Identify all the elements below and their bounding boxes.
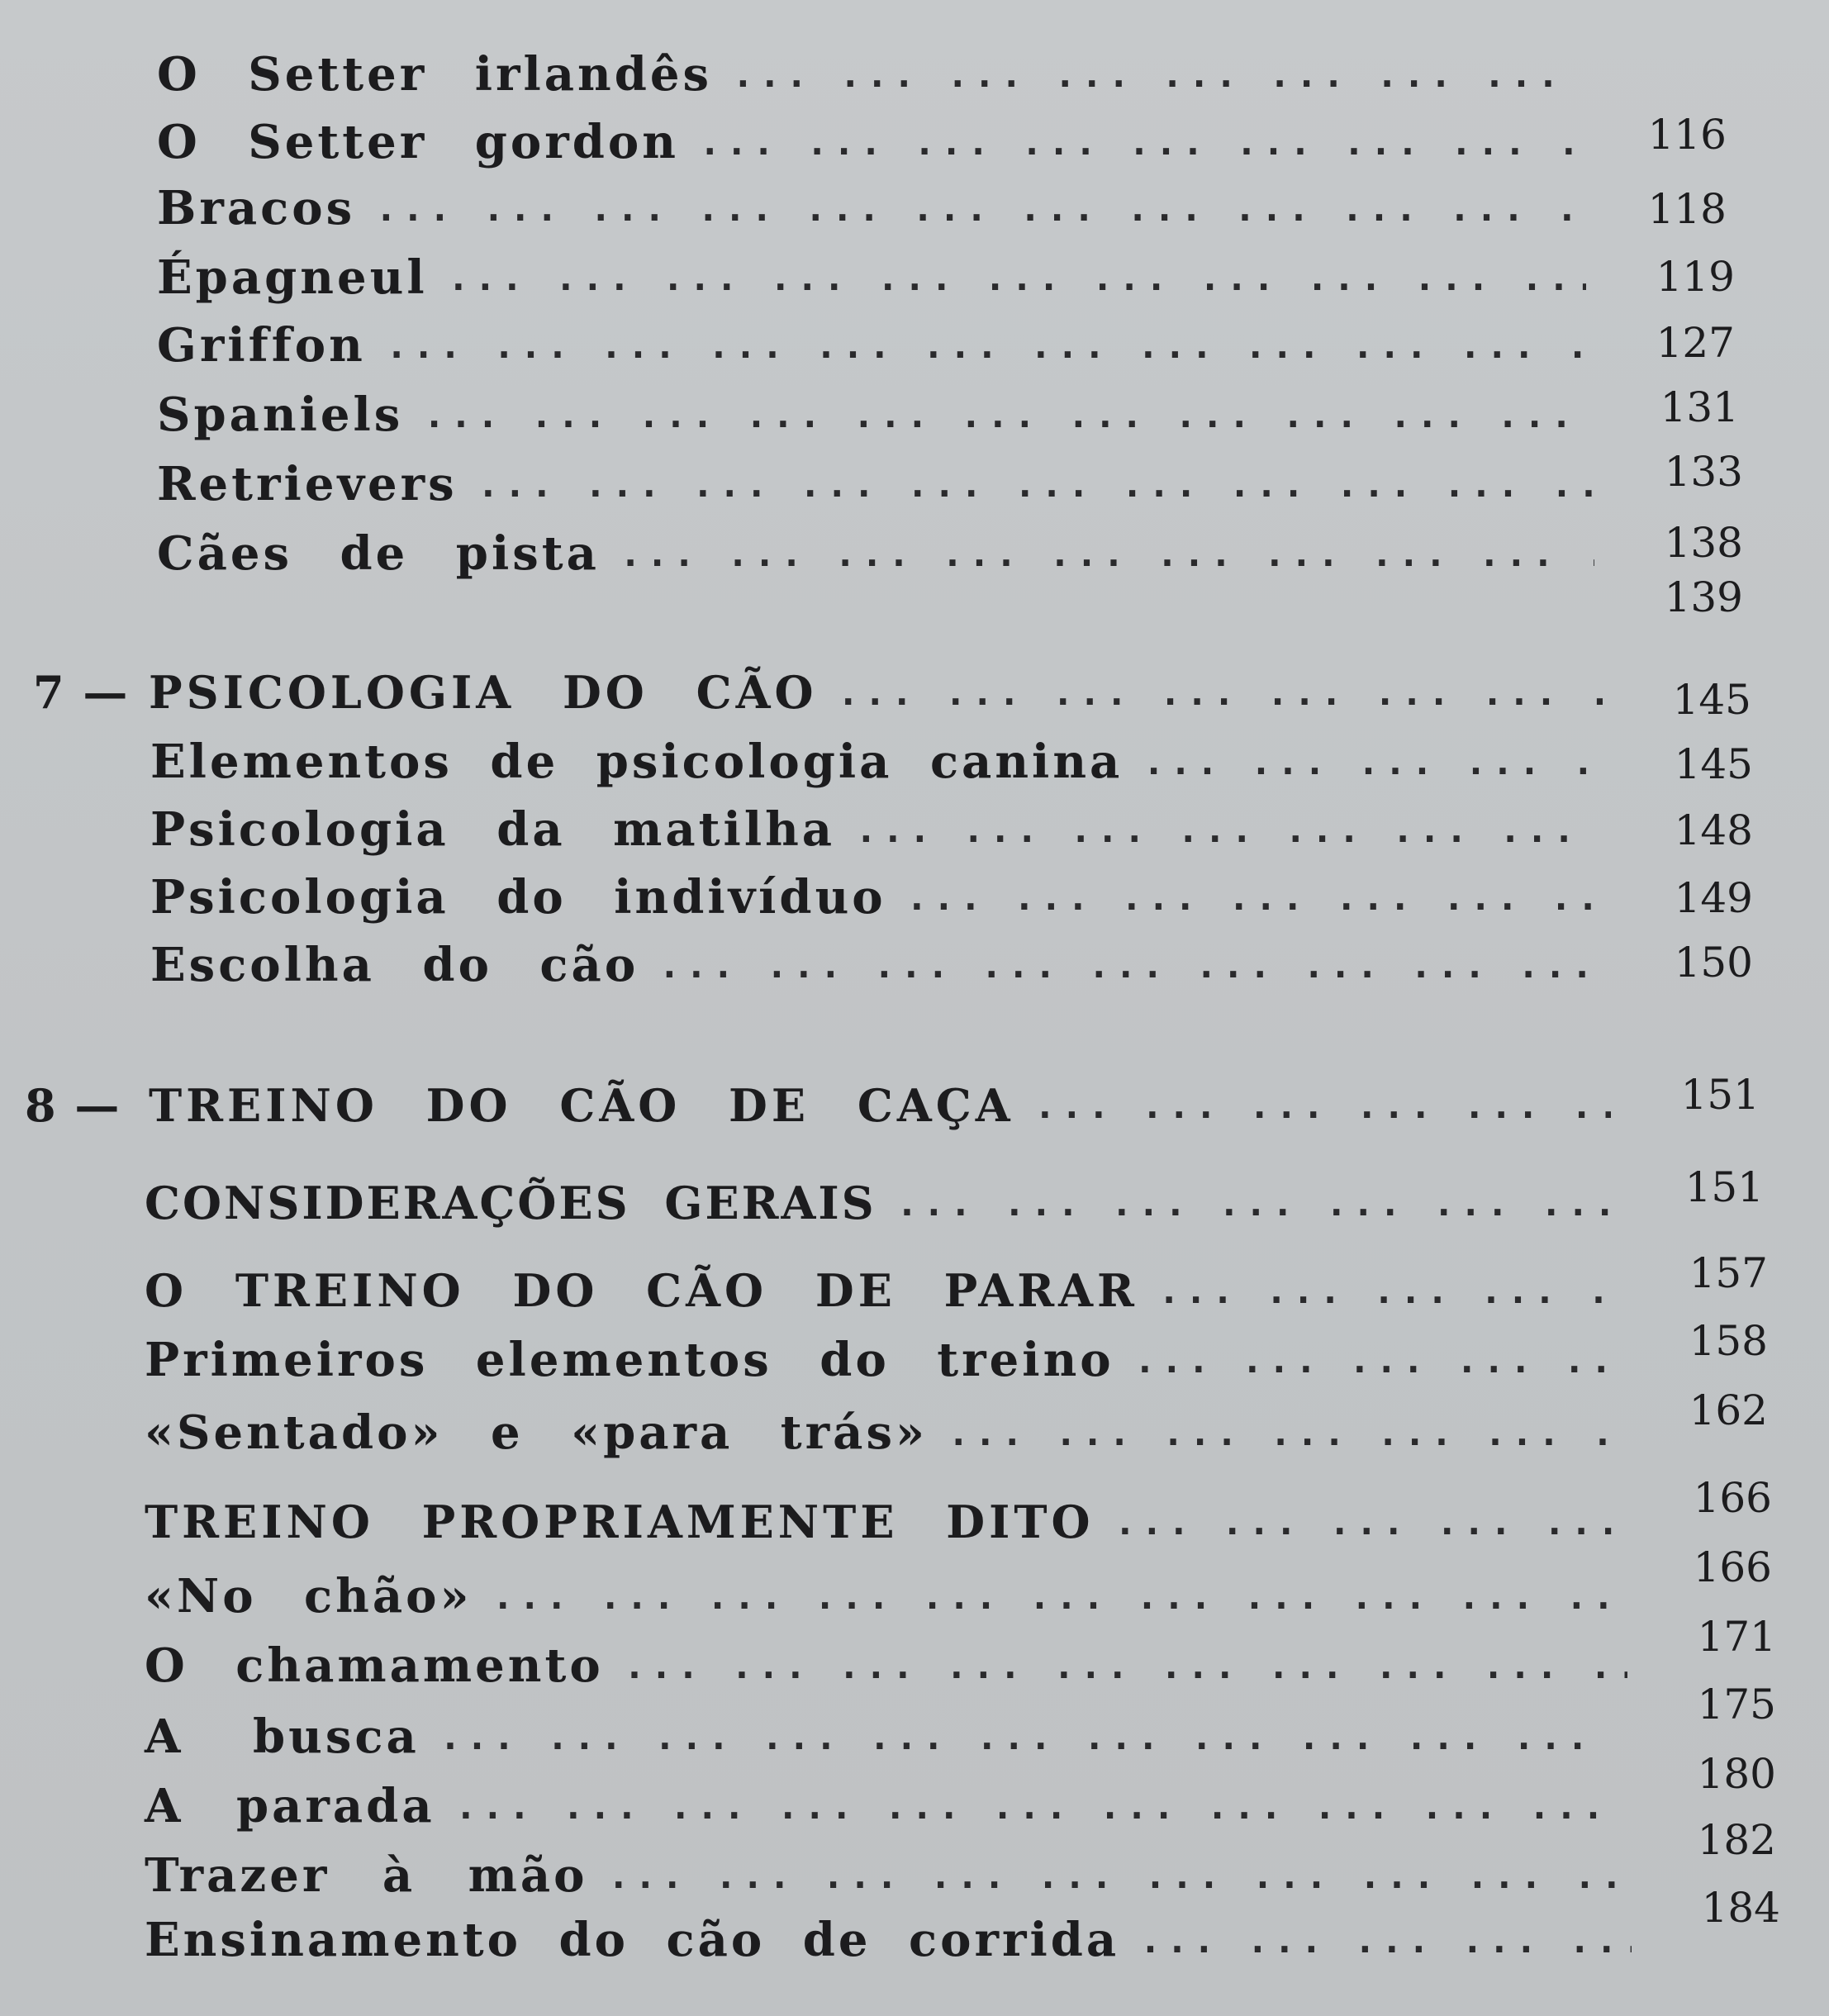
leader-dots <box>838 672 1603 714</box>
toc-entry <box>145 1543 1772 1628</box>
chapter-heading-7 <box>33 661 1751 724</box>
leader-dots <box>439 1716 1627 1758</box>
toc-entry-title: Spaniels <box>157 388 404 442</box>
toc-entry-title: Psicologia da matilha <box>150 802 836 857</box>
toc-entry-title: «No chão» <box>145 1569 473 1624</box>
toc-page-number: 166 <box>1693 1543 1772 1591</box>
toc-entry-title: Trazer à mão <box>145 1848 588 1903</box>
toc-entry-title: Elementos de psicologia canina <box>150 735 1124 789</box>
leader-dots <box>1114 1501 1623 1543</box>
toc-page-number: 180 <box>1697 1750 1776 1798</box>
toc-entry <box>157 177 1727 240</box>
toc-entry <box>150 866 1753 929</box>
toc-page-number: 116 <box>1647 111 1727 159</box>
toc-entry <box>150 730 1753 793</box>
toc-entry-title: Cães de pista <box>157 526 600 581</box>
toc-entry <box>157 43 1561 106</box>
toc-page-number: 158 <box>1689 1317 1768 1365</box>
toc-page-number: 171 <box>1697 1613 1776 1661</box>
leader-dots <box>608 1855 1628 1897</box>
toc-entry-title: Ensinamento do cão de corrida <box>145 1913 1120 1967</box>
toc-entry-title: «Sentado» e «para trás» <box>145 1405 928 1460</box>
toc-page-number: 145 <box>1674 740 1753 788</box>
toc-page-number: 133 <box>1664 448 1743 496</box>
toc-entry <box>145 1613 1776 1697</box>
toc-page-number: 175 <box>1697 1681 1776 1728</box>
toc-entry <box>150 798 1753 861</box>
chapter-heading-8 <box>25 1071 1760 1137</box>
toc-entry-title: A busca <box>145 1709 420 1764</box>
leader-dots <box>948 1412 1619 1454</box>
leader-dots <box>1143 741 1604 783</box>
leader-dots <box>906 877 1604 919</box>
toc-entry-title: Retrievers <box>157 457 458 511</box>
leader-dots <box>455 1785 1627 1828</box>
section-heading <box>145 1474 1772 1553</box>
toc-entry <box>145 1884 1780 1971</box>
toc-entry-title: PSICOLOGIA DO CÃO <box>149 666 818 719</box>
leader-dots <box>699 121 1578 164</box>
toc-entry-title: CONSIDERAÇÕES GERAIS <box>145 1177 876 1229</box>
leader-dots <box>1034 1085 1611 1127</box>
leader-dots <box>658 944 1604 987</box>
toc-page-number: 151 <box>1684 1163 1764 1211</box>
leader-dots <box>423 394 1590 436</box>
chapter-number: 7 — <box>33 666 130 719</box>
toc-page-number: 119 <box>1656 253 1735 301</box>
leader-dots <box>624 1645 1627 1687</box>
toc-page-number: 166 <box>1693 1474 1772 1522</box>
toc-page-number: 127 <box>1656 319 1735 367</box>
toc-page-number: 157 <box>1689 1249 1768 1297</box>
leader-dots <box>375 188 1578 230</box>
toc-entry <box>157 246 1735 309</box>
toc-entry-title: Bracos <box>157 181 356 235</box>
toc-entry <box>145 1816 1776 1907</box>
toc-page-number: 151 <box>1680 1071 1760 1119</box>
toc-entry <box>145 1317 1768 1391</box>
leader-dots <box>492 1576 1623 1618</box>
toc-entry <box>157 314 1735 377</box>
toc-entry <box>157 448 1743 516</box>
toc-entry <box>150 934 1753 996</box>
toc-entry <box>145 1386 1768 1464</box>
toc-entry-title: O TREINO DO CÃO DE PARAR <box>145 1264 1138 1317</box>
toc-page-number: 148 <box>1674 806 1753 854</box>
leader-dots <box>386 325 1586 367</box>
toc-page-number: 138 <box>1664 519 1743 567</box>
toc-entry <box>157 383 1739 446</box>
toc-entry <box>157 545 1743 621</box>
leader-dots <box>1134 1339 1619 1381</box>
leader-dots <box>896 1182 1615 1224</box>
chapter-number: 8 — <box>25 1079 121 1132</box>
toc-page-number: 184 <box>1701 1884 1780 1932</box>
toc-page-number: 162 <box>1689 1386 1768 1434</box>
toc-entry <box>157 111 1727 174</box>
toc-entry-title: Griffon <box>157 318 366 373</box>
section-heading <box>145 1163 1764 1234</box>
toc-page-number: 182 <box>1697 1816 1776 1864</box>
leader-dots <box>477 464 1594 506</box>
leader-dots <box>1139 1919 1632 1961</box>
leader-dots <box>448 257 1586 299</box>
toc-entry-title: Épagneul <box>157 250 428 305</box>
toc-page-number: 150 <box>1674 939 1753 987</box>
toc-page-number: 118 <box>1647 185 1727 233</box>
toc-entry-title: A parada <box>145 1779 435 1833</box>
toc-entry-title: Escolha do cão <box>150 938 639 992</box>
toc-entry-title: Primeiros elementos do treino <box>145 1333 1114 1387</box>
section-heading <box>145 1249 1768 1322</box>
toc-entry-title: O Setter gordon <box>157 115 679 169</box>
toc-page-number: 131 <box>1660 383 1739 431</box>
leader-dots <box>1158 1270 1619 1312</box>
toc-entry <box>145 1681 1776 1768</box>
toc-entry-title: TREINO PROPRIAMENTE DITO <box>145 1495 1095 1548</box>
leader-dots <box>732 54 1561 96</box>
toc-page-number: 149 <box>1674 874 1753 922</box>
toc-entry-title: O chamamento <box>145 1638 604 1693</box>
toc-page-number: 145 <box>1672 676 1751 724</box>
toc-page-number: 139 <box>1664 573 1743 621</box>
toc-entry <box>145 1750 1776 1838</box>
toc-entry-title: O Setter irlandês <box>157 47 713 102</box>
toc-entry-title: TREINO DO CÃO DE CAÇA <box>149 1079 1014 1132</box>
leader-dots <box>855 809 1604 851</box>
toc-entry-title: Psicologia do indivíduo <box>150 870 886 925</box>
